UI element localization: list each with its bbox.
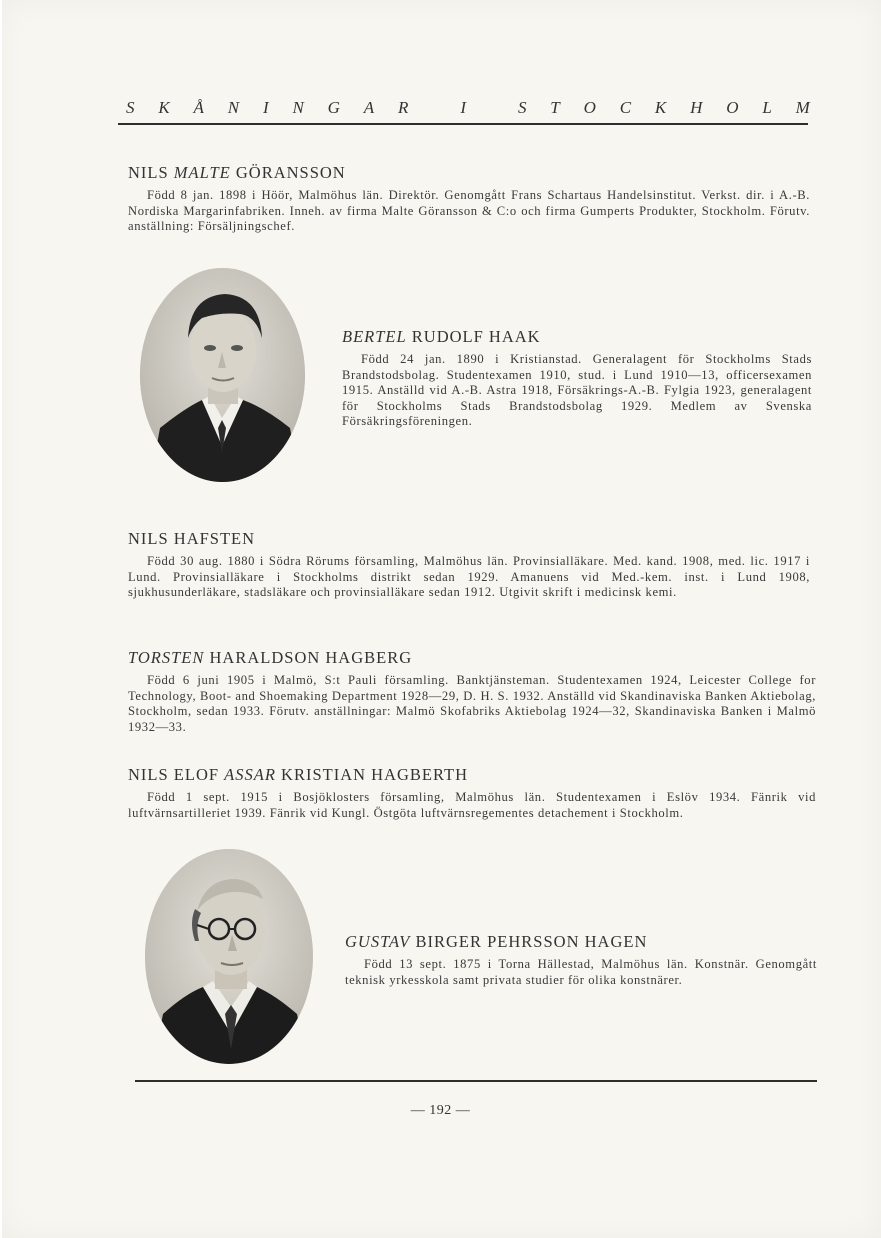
head-letter: N: [227, 98, 240, 117]
person-name: NILS HAFSTEN: [128, 529, 256, 548]
head-letter: S: [517, 98, 527, 117]
head-letter: K: [654, 98, 667, 117]
head-letter: O: [726, 98, 739, 117]
biography-entry: [128, 648, 816, 735]
biography-entry: [128, 765, 816, 821]
head-letter: K: [158, 98, 170, 117]
head-letter: R: [398, 98, 409, 117]
head-letter: T: [550, 98, 560, 117]
head-letter: M: [795, 98, 810, 117]
person-name: TORSTEN HARALDSON HAGBERG: [128, 648, 413, 667]
footer-rule: [135, 1080, 817, 1082]
biography-entry: [128, 163, 810, 235]
biography-text: Född 8 jan. 1898 i Höör, Malmöhus län. Direktör. Genomgått Frans Schartaus Handelsinstitut. Verkst. dir. i A.-B. Nordiska Margarinfabriken. Inneh. av firma Malte Göransson & C:o och firma Gumperts Produkter, Stockholm. Förutv. anställning: Försäljningschef.: [128, 188, 810, 233]
head-letter: I: [460, 98, 467, 117]
head-letter: S: [126, 98, 135, 117]
head-letter: H: [690, 98, 703, 117]
running-head: [126, 98, 810, 118]
biography-text: Född 24 jan. 1890 i Kristianstad. Generalagent för Stockholms Stads Brandstodsbolag. Studentexamen 1910, stud. i Lund 1910—13, officersexamen 1915. Anställd vid A.-B. Astra 1918, Försäkrings-A.-B. Fylgia 1923, generalagent för Stockholms Stads Brandstodsbolag 1929. Medlem av Svenska Försäkringsföreningen.: [342, 352, 812, 428]
portrait-photo: [145, 849, 313, 1064]
head-letter: A: [363, 98, 375, 117]
head-letter: I: [262, 98, 269, 117]
head-letter: [490, 98, 494, 118]
header-rule: [118, 123, 808, 125]
biography-text: Född 13 sept. 1875 i Torna Hällestad, Malmöhus län. Konstnär. Genomgått teknisk yrkesskola samt privata studier för olika konstnärer.: [345, 957, 817, 987]
person-name: BERTEL RUDOLF HAAK: [342, 327, 541, 346]
head-letter: C: [619, 98, 632, 117]
person-name: NILS ELOF ASSAR KRISTIAN HAGBERTH: [128, 765, 469, 784]
portrait-photo: [140, 268, 305, 482]
person-name: GUSTAV BIRGER PEHRSSON HAGEN: [345, 932, 648, 951]
head-letter: O: [583, 98, 596, 117]
head-letter: N: [292, 98, 304, 117]
biography-text: Född 30 aug. 1880 i Södra Rörums församling, Malmöhus län. Provinsialläkare. Med. kand. 1908, med. lic. 1917 i Lund. Provinsialläkare i Stockholms distrikt sedan 1929. Amanuens vid Med.-kem. inst. i Lund 1908, sjukhusunderläkare, stadsläkare och provinsialläkare sedan 1912. Utgivit skrift i medicinsk kemi.: [128, 554, 810, 599]
head-letter: L: [762, 98, 772, 117]
head-letter: Å: [193, 98, 204, 117]
page-number: — 192 —: [410, 1103, 471, 1118]
head-letter: [432, 98, 436, 118]
biography-entry: [345, 932, 817, 988]
biography-entry: [342, 327, 812, 430]
biography-text: Född 6 juni 1905 i Malmö, S:t Pauli församling. Banktjänsteman. Studentexamen 1924, Leicester College for Technology, Boot- and Shoemaking Department 1928—29, D. H. S. 1932. Anställd vid Skandinaviska Banken Aktiebolag, Stockholm, sedan 1933. Förutv. anställningar: Malmö Skofabriks Aktiebolag 1924—32, Skandinaviska Banken i Malmö 1932—33.: [128, 673, 816, 734]
biography-entry: [128, 529, 810, 601]
person-name: NILS MALTE GÖRANSSON: [128, 163, 346, 182]
biography-text: Född 1 sept. 1915 i Bosjöklosters församling, Malmöhus län. Studentexamen i Eslöv 1934. Fänrik vid luftvärnsartilleriet 1939. Fänrik vid Kungl. Östgöta luftvärnsregementes detachement i Stockholm.: [128, 790, 816, 820]
head-letter: G: [327, 98, 340, 117]
